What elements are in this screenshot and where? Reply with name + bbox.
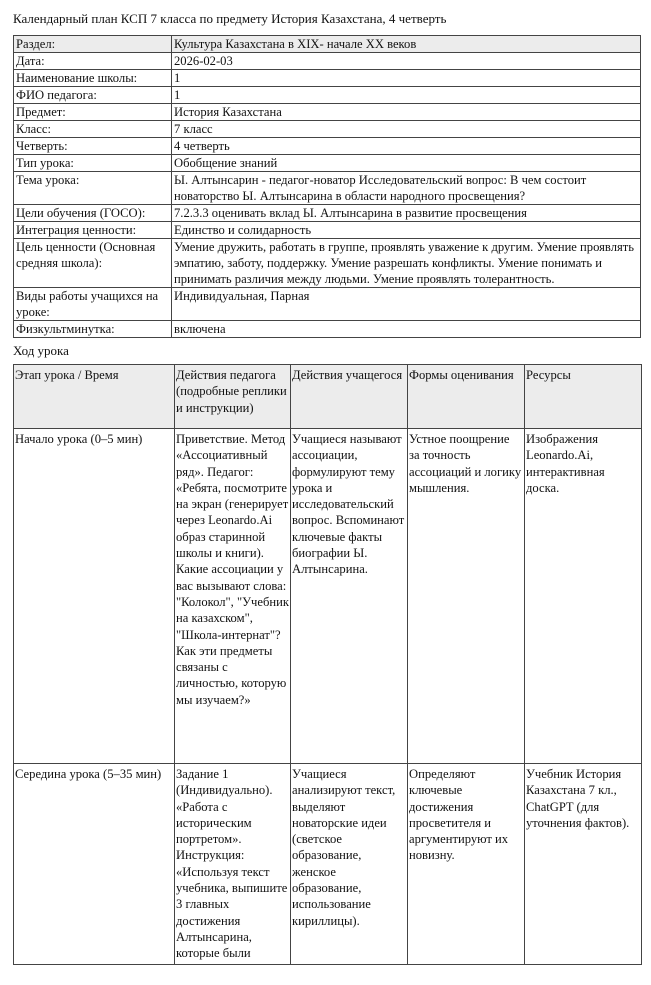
info-row: [14, 70, 641, 87]
info-value: 2026-02-03: [172, 53, 641, 70]
info-value: Умение дружить, работать в группе, проявлять уважение к другим. Умение проявлять эмпатию, заботу, поддержку. Умение разрешать конфликты. Умение понимать и принимать различия между людьми. Умение проявлять толерантность.: [172, 239, 641, 288]
info-value: 7 класс: [172, 121, 641, 138]
info-row: [14, 121, 641, 138]
student-actions-cell: Учащиеся анализируют текст, выделяют новаторские идеи (светское образование, женское образование, использование кириллицы).: [291, 764, 408, 965]
info-value: История Казахстана: [172, 104, 641, 121]
info-row: [14, 321, 641, 338]
info-row: [14, 87, 641, 104]
info-value: Единство и солидарность: [172, 222, 641, 239]
info-value: Индивидуальная, Парная: [172, 288, 641, 321]
info-label: Раздел:: [14, 36, 172, 53]
info-value: 4 четверть: [172, 138, 641, 155]
info-row: [14, 288, 641, 321]
info-label: Цели обучения (ГОСО):: [14, 205, 172, 222]
table-header-row: [14, 365, 642, 429]
table-row: [14, 429, 642, 764]
document-title: Календарный план КСП 7 класса по предмету История Казахстана, 4 четверть: [13, 11, 447, 26]
student-actions-cell: Учащиеся называют ассоциации, формулируют тему урока и исследовательский вопрос. Вспоминают ключевые факты биографии Ы. Алтынсарина.: [291, 429, 408, 764]
info-row: [14, 155, 641, 172]
lesson-info-table: [13, 35, 641, 338]
stage-cell: Середина урока (5–35 мин): [14, 764, 175, 965]
info-label: Предмет:: [14, 104, 172, 121]
info-row: [14, 104, 641, 121]
column-header: Ресурсы: [525, 365, 642, 429]
column-header: Формы оценивания: [408, 365, 525, 429]
teacher-actions-cell: Задание 1 (Индивидуально). «Работа с историческим портретом». Инструкция: «Используя текст учебника, выпишите 3 главных достижения Алтынсарина, которые были: [175, 764, 291, 965]
info-label: Тема урока:: [14, 172, 172, 205]
info-row: [14, 222, 641, 239]
info-label: Виды работы учащихся на уроке:: [14, 288, 172, 321]
info-label: Цель ценности (Основная средняя школа):: [14, 239, 172, 288]
info-label: Класс:: [14, 121, 172, 138]
teacher-actions-cell: Приветствие. Метод «Ассоциативный ряд». Педагог: «Ребята, посмотрите на экран (генерирует через Leonardo.Ai образ старинной школы и книги). Какие ассоциации у вас вызывают слова: "Колокол", "Учебник на казахском", "Школа-интернат"? Как эти предметы связаны с личностью, которую мы изучаем?»: [175, 429, 291, 764]
info-row: [14, 36, 641, 53]
info-label: Физкультминутка:: [14, 321, 172, 338]
lesson-progress-label: Ход урока: [13, 343, 69, 358]
info-label: Интеграция ценности:: [14, 222, 172, 239]
info-value: Обобщение знаний: [172, 155, 641, 172]
info-label: Дата:: [14, 53, 172, 70]
info-row: [14, 205, 641, 222]
resources-cell: Учебник История Казахстана 7 кл., ChatGPT (для уточнения фактов).: [525, 764, 642, 965]
resources-cell: Изображения Leonardo.Ai, интерактивная доска.: [525, 429, 642, 764]
info-value: 1: [172, 87, 641, 104]
info-value: 7.2.3.3 оценивать вклад Ы. Алтынсарина в развитие просвещения: [172, 205, 641, 222]
info-value: 1: [172, 70, 641, 87]
info-row: [14, 172, 641, 205]
info-label: Наименование школы:: [14, 70, 172, 87]
column-header: Действия учащегося: [291, 365, 408, 429]
lesson-progress-table: [13, 364, 642, 965]
info-label: Тип урока:: [14, 155, 172, 172]
info-label: ФИО педагога:: [14, 87, 172, 104]
table-row: [14, 764, 642, 965]
stage-cell: Начало урока (0–5 мин): [14, 429, 175, 764]
assessment-cell: Определяют ключевые достижения просветителя и аргументируют их новизну.: [408, 764, 525, 965]
info-label: Четверть:: [14, 138, 172, 155]
info-row: [14, 239, 641, 288]
column-header: Действия педагога (подробные реплики и инструкции): [175, 365, 291, 429]
info-value: Ы. Алтынсарин - педагог-новатор Исследовательский вопрос: В чем состоит новаторство Ы. Алтынсарина в области народного просвещения?: [172, 172, 641, 205]
info-value: Культура Казахстана в XIX- начале XX веков: [172, 36, 641, 53]
info-row: [14, 53, 641, 70]
info-row: [14, 138, 641, 155]
column-header: Этап урока / Время: [14, 365, 175, 429]
assessment-cell: Устное поощрение за точность ассоциаций и логику мышления.: [408, 429, 525, 764]
info-value: включена: [172, 321, 641, 338]
